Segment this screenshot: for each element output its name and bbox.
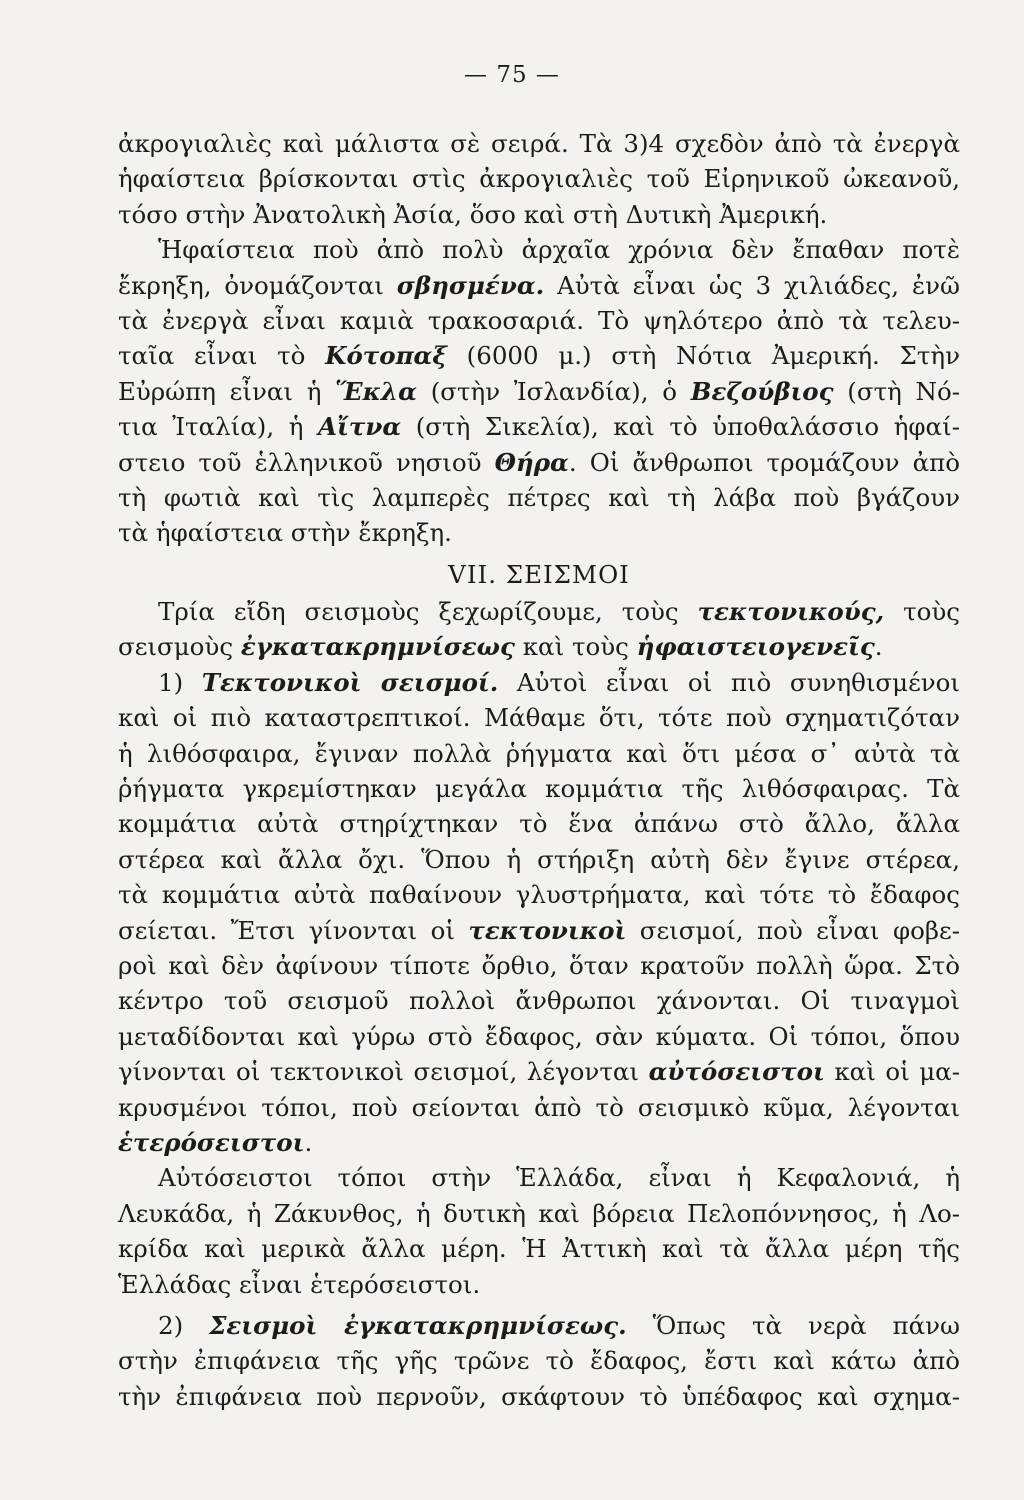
page-number: — 75 — xyxy=(464,62,560,88)
text-line: ἀκρογιαλιὲς καὶ μάλιστα σὲ σειρά. Τὰ 3)4 σχεδὸν ἀπὸ τὰ ἐνεργὰ xyxy=(118,129,960,158)
emphasis-term: Τεκτονικοὶ σεισμοί. xyxy=(201,667,499,697)
text-line: στὴν ἐπιφάνεια τῆς γῆς τρῶνε τὸ ἔδαφος, ἔστι καὶ κάτω ἀπὸ xyxy=(118,1346,960,1376)
emphasis-term: τεκτονικοὶ xyxy=(468,915,627,945)
emphasis-term: Αἴτνα xyxy=(317,412,402,442)
text-line: στέρεα καὶ ἄλλα ὄχι. Ὅπου ἡ στήριξη αὐτὴ δὲν ἔγινε στέρεα, xyxy=(118,844,960,874)
text-line: τόσο στὴν Ἀνατολικὴ Ἀσία, ὅσο καὶ στὴ Δυτικὴ Ἀμερική. xyxy=(118,199,828,229)
text-line: καὶ οἱ πιὸ καταστρεπτικοί. Μάθαμε ὅτι, τότε ποὺ σχηματιζόταν xyxy=(118,703,960,733)
text-line: ῥήγματα γκρεμίστηκαν μεγάλα κομμάτια τῆς λιθόσφαιρας. Τὰ xyxy=(118,774,960,804)
text-line: τια Ἰταλία), ἡ Αἴτνα (στὴ Σικελία), καὶ τὸ ὑποθαλάσσιο ἡφαί- xyxy=(118,412,960,442)
emphasis-term: τεκτονικούς, xyxy=(697,597,885,627)
text-line: Αὐτόσειστοι τόποι στὴν Ἑλλάδα, εἶναι ἡ Κεφαλονιά, ἡ xyxy=(158,1163,960,1193)
paragraph-collapse xyxy=(118,1308,960,1414)
text-line: κρίδα καὶ μερικὰ ἄλλα μέρη. Ἡ Ἀττικὴ καὶ τὰ ἄλλα μέρη τῆς xyxy=(118,1234,960,1264)
text-line: τὰ ἡφαίστεια στὴν ἔκρηξη. xyxy=(118,518,452,548)
text-line: τὴν ἐπιφάνεια ποὺ περνοῦν, σκάφτουν τὸ ὑπέδαφος καὶ σχημα- xyxy=(118,1381,960,1411)
emphasis-term: Ἕκλα xyxy=(335,376,417,406)
text-line: τὰ ἐνεργὰ εἶναι καμιὰ τρακοσαριά. Τὸ ψηλότερο ἀπὸ τὰ τελευ- xyxy=(118,305,960,335)
text-line: ἔκρηξη, ὀνομάζονται σβησμένα. Αὐτὰ εἶναι ὡς 3 χιλιάδες, ἐνῶ xyxy=(118,270,960,300)
text-line: Εὐρώπη εἶναι ἡ Ἕκλα (στὴν Ἰσλανδία), ὁ Βεζούβιος (στὴ Νό- xyxy=(118,376,961,406)
emphasis-term: σβησμένα. xyxy=(396,270,545,300)
emphasis-term: Σεισμοὶ ἐγκατακρημνίσεως. xyxy=(209,1310,627,1340)
text-line: ἡ λιθόσφαιρα, ἔγιναν πολλὰ ῥήγματα καὶ ὅτι μέσα σ᾿ αὐτὰ τὰ xyxy=(118,738,960,768)
text-line: Τρία εἴδη σεισμοὺς ξεχωρίζουμε, τοὺς τεκτονικούς, τοὺς xyxy=(158,597,960,627)
text-body xyxy=(118,126,960,1414)
emphasis-term: αὐτόσειστοι xyxy=(648,1057,825,1087)
text-line: ροὶ καὶ δὲν ἀφίνουν τίποτε ὄρθιο, ὅταν κρατοῦν πολλὴ ὥρα. Στὸ xyxy=(118,950,960,980)
text-line: μεταδίδονται καὶ γύρω στὸ ἔδαφος, σὰν κύματα. Οἱ τόποι, ὅπου xyxy=(118,1021,960,1051)
text-line: 1) Τεκτονικοὶ σεισμοί. Αὐτοὶ εἶναι οἱ πιὸ συνηθισμένοι xyxy=(158,667,961,697)
emphasis-term: Θήρα xyxy=(494,447,569,477)
text-line: 2) Σεισμοὶ ἐγκατακρημνίσεως. Ὅπως τὰ νερὰ πάνω xyxy=(158,1310,960,1340)
text-line: τὴ φωτιὰ καὶ τὶς λαμπερὲς πέτρες καὶ τὴ λάβα ποὺ βγάζουν xyxy=(118,482,960,512)
text-line: κέντρο τοῦ σεισμοῦ πολλοὶ ἄνθρωποι χάνονται. Οἱ τιναγμοὶ xyxy=(118,986,960,1016)
paragraph-volcanoes xyxy=(118,126,960,551)
text-line: σείεται. Ἔτσι γίνονται οἱ τεκτονικοὶ σεισμοί, ποὺ εἶναι φοβε- xyxy=(118,915,960,945)
emphasis-term: ἐγκατακρημνίσεως xyxy=(240,632,515,662)
text-line: ταῖα εἶναι τὸ Κότοπαξ (6000 μ.) στὴ Νότια Ἀμερική. Στὴν xyxy=(118,341,960,371)
section-heading: VII. ΣΕΙΣΜΟΙ xyxy=(448,559,630,589)
text-line: σεισμοὺς ἐγκατακρημνίσεως καὶ τοὺς ἡφαιστειογενεῖς. xyxy=(118,632,883,662)
text-line: γίνονται οἱ τεκτονικοὶ σεισμοί, λέγονται αὐτόσειστοι καὶ οἱ μα- xyxy=(118,1057,960,1087)
emphasis-term: Κότοπαξ xyxy=(325,341,447,371)
text-line: Ἑλλάδας εἶναι ἑτερόσειστοι. xyxy=(118,1269,481,1299)
emphasis-term: ἡφαιστειογενεῖς xyxy=(636,632,875,662)
paragraph-greece xyxy=(118,1160,960,1302)
text-line: στειο τοῦ ἑλληνικοῦ νησιοῦ Θήρα. Οἱ ἄνθρωποι τρομάζουν ἀπὸ xyxy=(118,447,960,477)
text-line: Λευκάδα, ἡ Ζάκυνθος, ἡ δυτικὴ καὶ βόρεια Πελοπόννησος, ἡ Λο- xyxy=(118,1198,960,1228)
text-line: κομμάτια αὐτὰ στηρίχτηκαν τὸ ἕνα ἀπάνω στὸ ἄλλο, ἄλλα xyxy=(118,809,960,839)
text-line: κρυσμένοι τόποι, ποὺ σείονται ἀπὸ τὸ σεισμικὸ κῦμα, λέγονται xyxy=(118,1092,960,1122)
paragraph-earthquakes xyxy=(118,594,960,1160)
text-line: ἑτερόσειστοι. xyxy=(118,1127,313,1157)
text-line: ἡφαίστεια βρίσκονται στὶς ἀκρογιαλιὲς τοῦ Εἰρηνικοῦ ὠκεανοῦ, xyxy=(118,164,960,194)
emphasis-term: ἑτερόσειστοι xyxy=(118,1127,305,1157)
emphasis-term: Βεζούβιος xyxy=(690,376,834,406)
text-line: Ἡφαίστεια ποὺ ἀπὸ πολὺ ἀρχαῖα χρόνια δὲν ἔπαθαν ποτὲ xyxy=(158,235,960,265)
text-line: τὰ κομμάτια αὐτὰ παθαίνουν γλυστρήματα, καὶ τότε τὸ ἔδαφος xyxy=(118,880,960,910)
